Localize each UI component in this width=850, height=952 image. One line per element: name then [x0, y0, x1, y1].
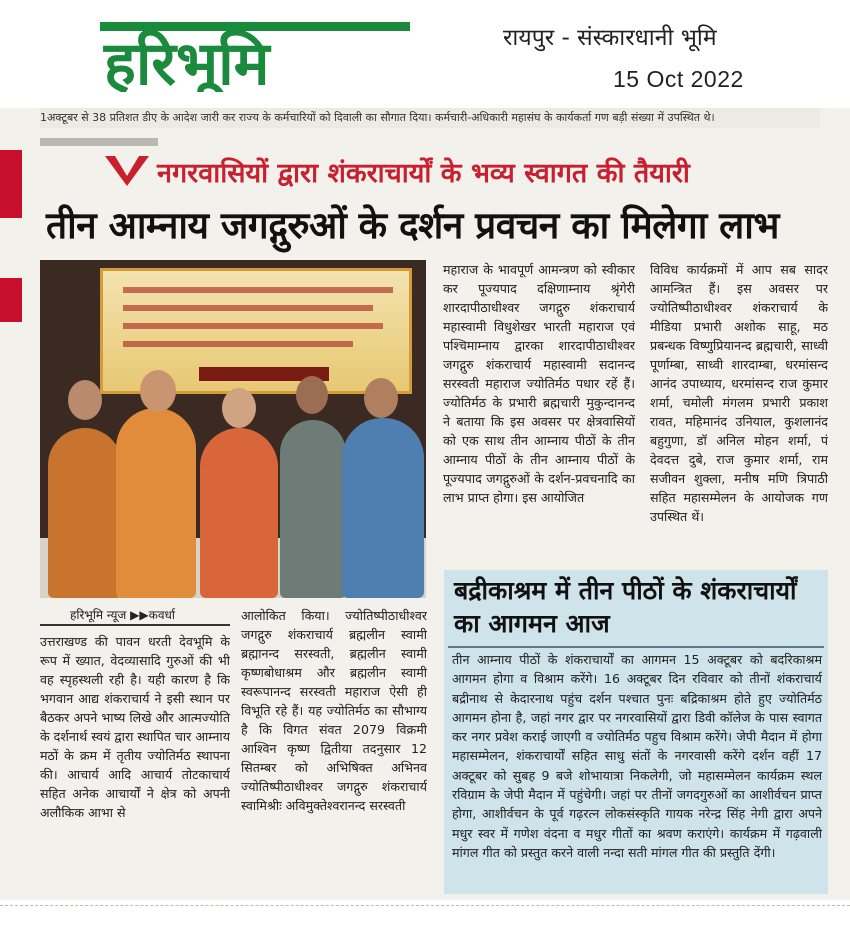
- adjacent-column-left: [0, 134, 24, 894]
- haribhoomi-logo: [100, 18, 410, 92]
- masthead: [0, 0, 850, 105]
- feature-box-rule: [448, 646, 824, 648]
- adjacent-column-right: [838, 288, 850, 868]
- feature-box-body: तीन आम्नाय पीठों के शंकराचार्यों का आगमन 15 अक्टूबर को बदरिकाश्रम आगमन होगा व विश्राम करेंगे। 16 अक्टूबर दिन रविवार को तीनों शंकराचार्य बद्रीनाथ से केदारनाथ पहुंच दर्शन पश्चात पुनः बद्रिकाश्रम होते हुए ज्योतिर्मठ आगमन होना है, जहां नगर द्वार पर नगरवासियों द्वारा डिवी कॉलेज के पास स्वागत कर नगर प्रवेश कराई जाएगी व ज्योतिर्मठ पहुच विश्राम करेंगे। जेपी मैदान में होगा महासम्मेलन, शंकराचार्यों सहित साधु संतों के नगरवासी करेंगे दर्शन वहीं 17 अक्टूबर को सुबह 9 बजे शोभायात्रा निकलेगी, जो महासम्मेलन कार्यक्रम स्थल रविग्राम के जेपी मैदान में पहुंचेगी। जहां पर तीनों जगदगुरुओं का आशीर्वचन प्राप्त होगा, आशीर्वचन के पूर्व गढ़रत्न लोकसंस्कृति गायक नरेन्द्र सिंह नेगी द्वारा अपने मधुर स्वर में गणेश वंदना व मधुर गीतों का श्रवण कराएंगे। कार्यक्रम में गढ़वाली मांगल गीत को प्रस्तुत करने वाली नन्दा सती मांगल गीत की प्रस्तुति देंगी।: [452, 652, 822, 860]
- article-column-4: विविध कार्यक्रमों में आप सब सादर आमन्त्रित हैं। इस अवसर पर ज्योतिष्पीठाधीश्वर शंकराचार्य के मीडिया प्रभारी अशोक साहू, मठ प्रबन्धक विष्णुप्रियानन्द ब्रह्मचारी, साध्वी पूर्णाम्बा, साध्वी शारदाम्बा, धरमांसन्द आनंद उपाध्याय, धरमांसन्द राज कुमार शर्मा, चमोली मंगलम प्रभारी प्रकाश रावत, महिमानंद उनियाल, कुशलानंद बहुगुणा, डॉ अनिल मोहन शर्मा, पं देवदत्त दुबे, राज कुमार शर्मा, राम सजीवन शुक्ला, मनीष मणि त्रिपाठी सहित महासम्मेलन के आयोजक गण उपस्थित थें।: [650, 262, 828, 524]
- red-ad-block-2: [0, 278, 22, 322]
- article-column-1: उत्तराखण्ड की पावन धरती देवभूमि के रूप में ख्यात, वेदव्यासादि गुरुओं की भी वह स्पृहस्थली रही है। यही कारण है कि भगवान आद्य शंकराचार्य ने इसी स्थान पर बैठकर अपने भाष्य लिखे और आत्मज्योति के दर्शनार्थ स्वयं द्वारा स्थापित चार आम्नाय मठों के क्रम में तृतीय ज्योतिर्मठ स्थापना की। आचार्य आदि आचार्य तोटकाचार्य सहित अनेक आचार्यों ने क्षेत्र को अपनी अलौकिक आभा से: [40, 634, 230, 820]
- logo-text: हरिभूमि: [104, 29, 270, 92]
- byline: हरिभूमि न्यूज ▶▶कवर्धा: [40, 604, 230, 626]
- article-headline: तीन आम्नाय जगद्गुरुओं के दर्शन प्रवचन का मिलेगा लाभ: [46, 204, 779, 247]
- newspaper-clipping: [0, 108, 850, 900]
- event-photo: [40, 260, 426, 598]
- page-divider: [0, 905, 850, 906]
- red-ad-block: [0, 150, 22, 218]
- kicker-text: नगरवासियों द्वारा शंकराचार्यों के भव्य स्वागत की तैयारी: [157, 157, 690, 189]
- section-rule: [40, 138, 158, 146]
- kicker: [105, 152, 690, 190]
- feature-box: [444, 570, 828, 894]
- logo-wordmark: [100, 18, 410, 92]
- previous-article-strip: 1अक्टूबर से 38 प्रतिशत डीए के आदेश जारी कर राज्य के कर्मचारियों को दिवाली का सौगात दिया। कर्मचारी-अधिकारी महासंघ के कार्यकर्ता गण बड़ी संख्या में उपस्थित थे।: [40, 108, 820, 128]
- issue-date: 15 Oct 2022: [613, 66, 744, 92]
- feature-box-headline: बद्रीकाश्रम में तीन पीठों के शंकराचार्यों का आगमन आज: [454, 576, 797, 638]
- chevron-down-icon: [105, 156, 149, 186]
- article-column-2: आलोकित किया। ज्योतिष्पीठाधीश्वर जगद्गुरु शंकराचार्य ब्रह्मलीन स्वामी ब्रह्मानन्द सरस्वती, ब्रह्मलीन स्वामी कृष्णबोधाश्रम और ब्रह्मलीन स्वामी स्वरूपानन्द सरस्वती महाराज ऐसी ही विभूति रहे हैं। यह ज्योतिर्मठ का सौभाग्य है कि विगत संवत 2079 विक्रमी आश्विन कृष्ण द्वितीया तदनुसार 12 सितम्बर को अभिषिक्त अभिनव ज्योतिष्पीठाधीश्वर जगद्गुरु शंकराचार्य स्वामिश्रीः अविमुक्तेश्वरानन्द सरस्वती: [241, 608, 427, 813]
- article-column-3: महाराज के भावपूर्ण आमन्त्रण को स्वीकार कर पूज्यपाद दक्षिणाम्नाय श्रृंगेरी शारदापीठाधीश्वर जगद्गुरु शंकराचार्य महास्वामी विधुशेखर भारती महाराज एवं पश्चिमाम्नाय द्वारका शारदापीठाधीश्वर जगद्गुरु शंकराचार्य महास्वामी सदानन्द सरस्वती महाराज ज्योतिर्मठ पधार रहें हैं। ज्योतिर्मठ के प्रभारी ब्रह्मचारी मुकुन्दानन्द ने बताया कि इस अवसर पर क्षेत्रवासियों को एक साथ तीन आम्नाय पीठों के तीन आम्नाय पीठों के तीन आम्नाय पीठों के पूज्यपाद जगद्गुरुओं के दर्शन-प्रवचनादि का लाभ प्राप्त होगा। इस आयोजित: [443, 262, 635, 505]
- edition-label: रायपुर - संस्कारधानी भूमि: [503, 25, 717, 51]
